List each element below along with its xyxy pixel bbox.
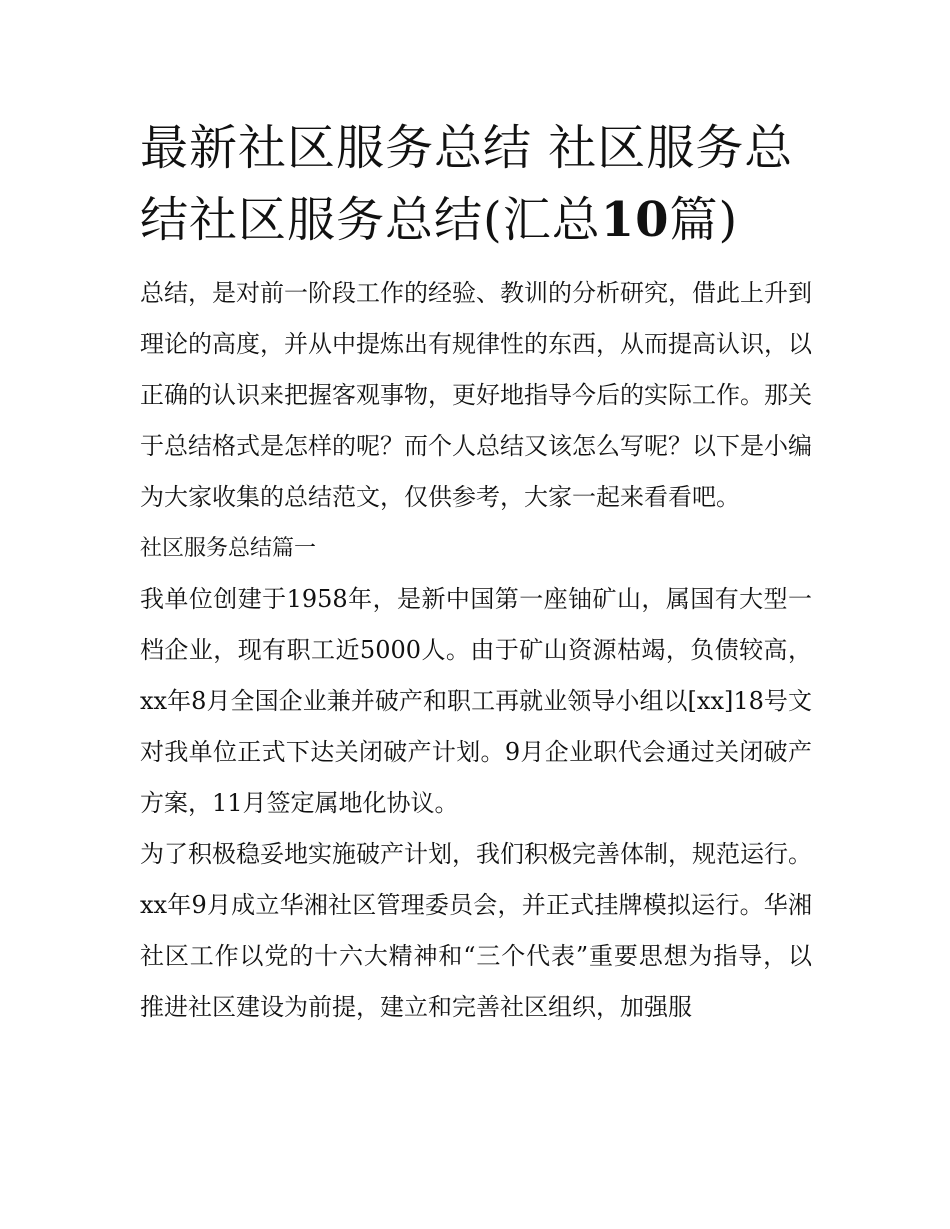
body-paragraph-1: 我单位创建于1958年，是新中国第一座铀矿山，属国有大型一档企业，现有职工近5000人。由于矿山资源枯竭，负债较高，xx年8月全国企业兼并破产和职工再就业领导小组以[xx]18号文对我单位正式下达关闭破产计划。9月企业职代会通过关闭破产方案，11月签定属地化协议。 bbox=[140, 585, 812, 817]
intro-paragraph: 总结，是对前一阶段工作的经验、教训的分析研究，借此上升到理论的高度，并从中提炼出有规律性的东西，从而提高认识，以正确的认识来把握客观事物，更好地指导今后的实际工作。那关于总结格式是怎样的呢？而个人总结又该怎么写呢？以下是小编为大家收集的总结范文，仅供参考，大家一起来看看吧。 bbox=[140, 279, 812, 511]
section-heading: 社区服务总结篇一 bbox=[140, 536, 317, 561]
body-paragraph-2: 为了积极稳妥地实施破产计划，我们积极完善体制，规范运行。xx年9月成立华湘社区管理委员会，并正式挂牌模拟运行。华湘社区工作以党的十六大精神和“三个代表”重要思想为指导，以推进社区建设为前提，建立和完善社区组织，加强服 bbox=[140, 840, 812, 1021]
document-title: 最新社区服务总结 社区服务总结社区服务总结(汇总10篇) bbox=[140, 120, 794, 248]
document-content bbox=[140, 112, 812, 1033]
